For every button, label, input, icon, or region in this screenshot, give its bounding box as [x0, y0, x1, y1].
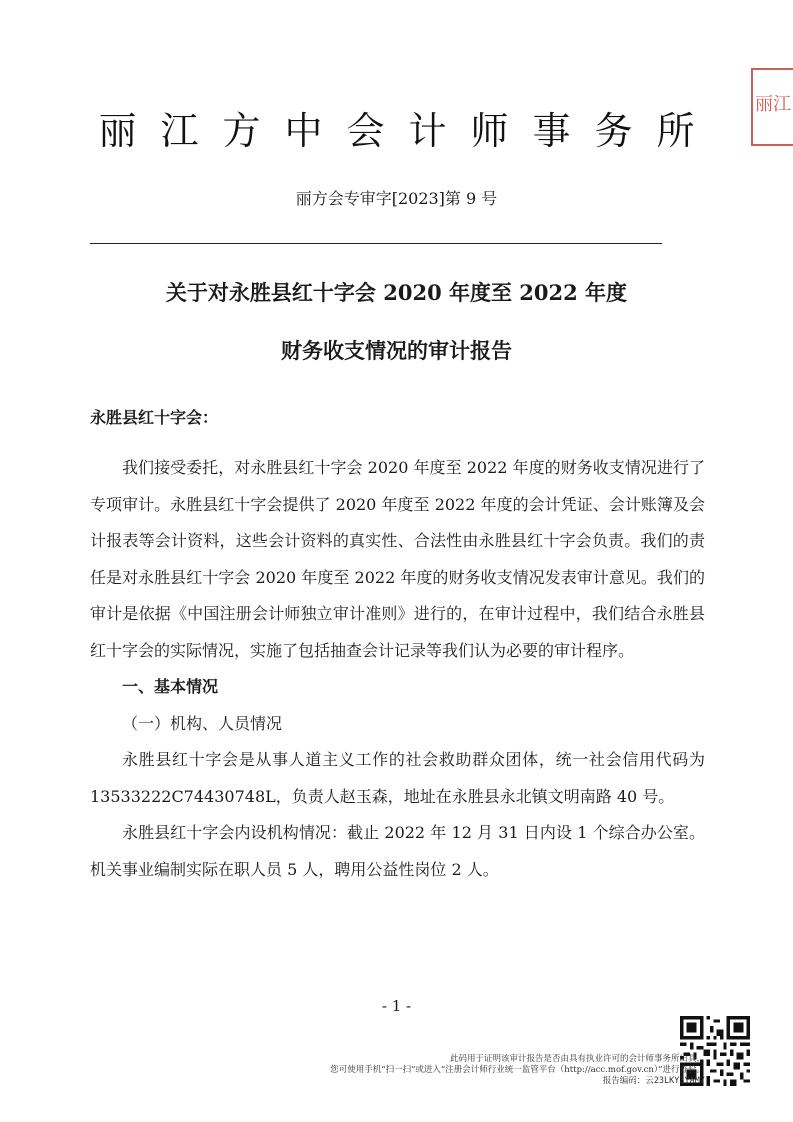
- verification-line-1: 此码用于证明该审计报告是否由具有执业许可的会计师事务所出具，: [449, 1054, 705, 1064]
- intro-paragraph: 我们接受委托，对永胜县红十字会 2020 年度至 2022 年度的财务收支情况进行了专项审计。永胜县红十字会提供了 2020 年度至 2022 年度的会计凭证、会计账簿及会计报表等会计资料，这些会计资料的真实性、合法性由永胜县红十字会负责。我们的责任是对永胜县红十字会 2020 年度至 2022 年度的财务收支情况发表审计意见。我们的审计是依据《中国注册会计师独立审计准则》进行的，在审计过程中，我们结合永胜县红十字会的实际情况，实施了包括抽查会计记录等我们认为必要的审计程序。: [90, 458, 705, 660]
- report-code-label: 报告编码：: [602, 1076, 646, 1086]
- document-number: 丽方会专审字[2023]第 9 号: [295, 189, 498, 208]
- subsection-heading-organization: （一）机构、人员情况: [122, 713, 283, 733]
- page-number: - 1 -: [381, 997, 412, 1015]
- verification-line-2: 您可使用手机“扫一扫”或进入“注册会计师行业统一监管平台（http://acc.mof.gov.cn）”进行查验。: [330, 1065, 705, 1075]
- verification-notice: [185, 1054, 705, 1087]
- report-code-row: [185, 1076, 705, 1087]
- report-body: [90, 450, 705, 888]
- salutation: 永胜县红十字会：: [90, 408, 219, 427]
- report-code: 云23LKY3YAM7: [645, 1076, 705, 1086]
- staffing-paragraph: 永胜县红十字会内设机构情况：截止 2022 年 12 月 31 日内设 1 个综合办公室。机关事业编制实际在职人员 5 人，聘用公益性岗位 2 人。: [90, 823, 705, 879]
- header-rule: [90, 243, 662, 244]
- report-title-line-1: 关于对永胜县红十字会 2020 年度至 2022 年度: [165, 280, 628, 305]
- firm-name: 丽江方中会计师事务所: [98, 109, 719, 153]
- section-heading-basic-info: 一、基本情况: [122, 677, 219, 696]
- seal-stamp: 丽江: [751, 68, 793, 146]
- organization-paragraph: 永胜县红十字会是从事人道主义工作的社会救助群众团体，统一社会信用代码为 13533222C74430748L，负责人赵玉森，地址在永胜县永北镇文明南路 40 号。: [90, 750, 705, 806]
- report-title-line-2: 财务收支情况的审计报告: [281, 338, 512, 363]
